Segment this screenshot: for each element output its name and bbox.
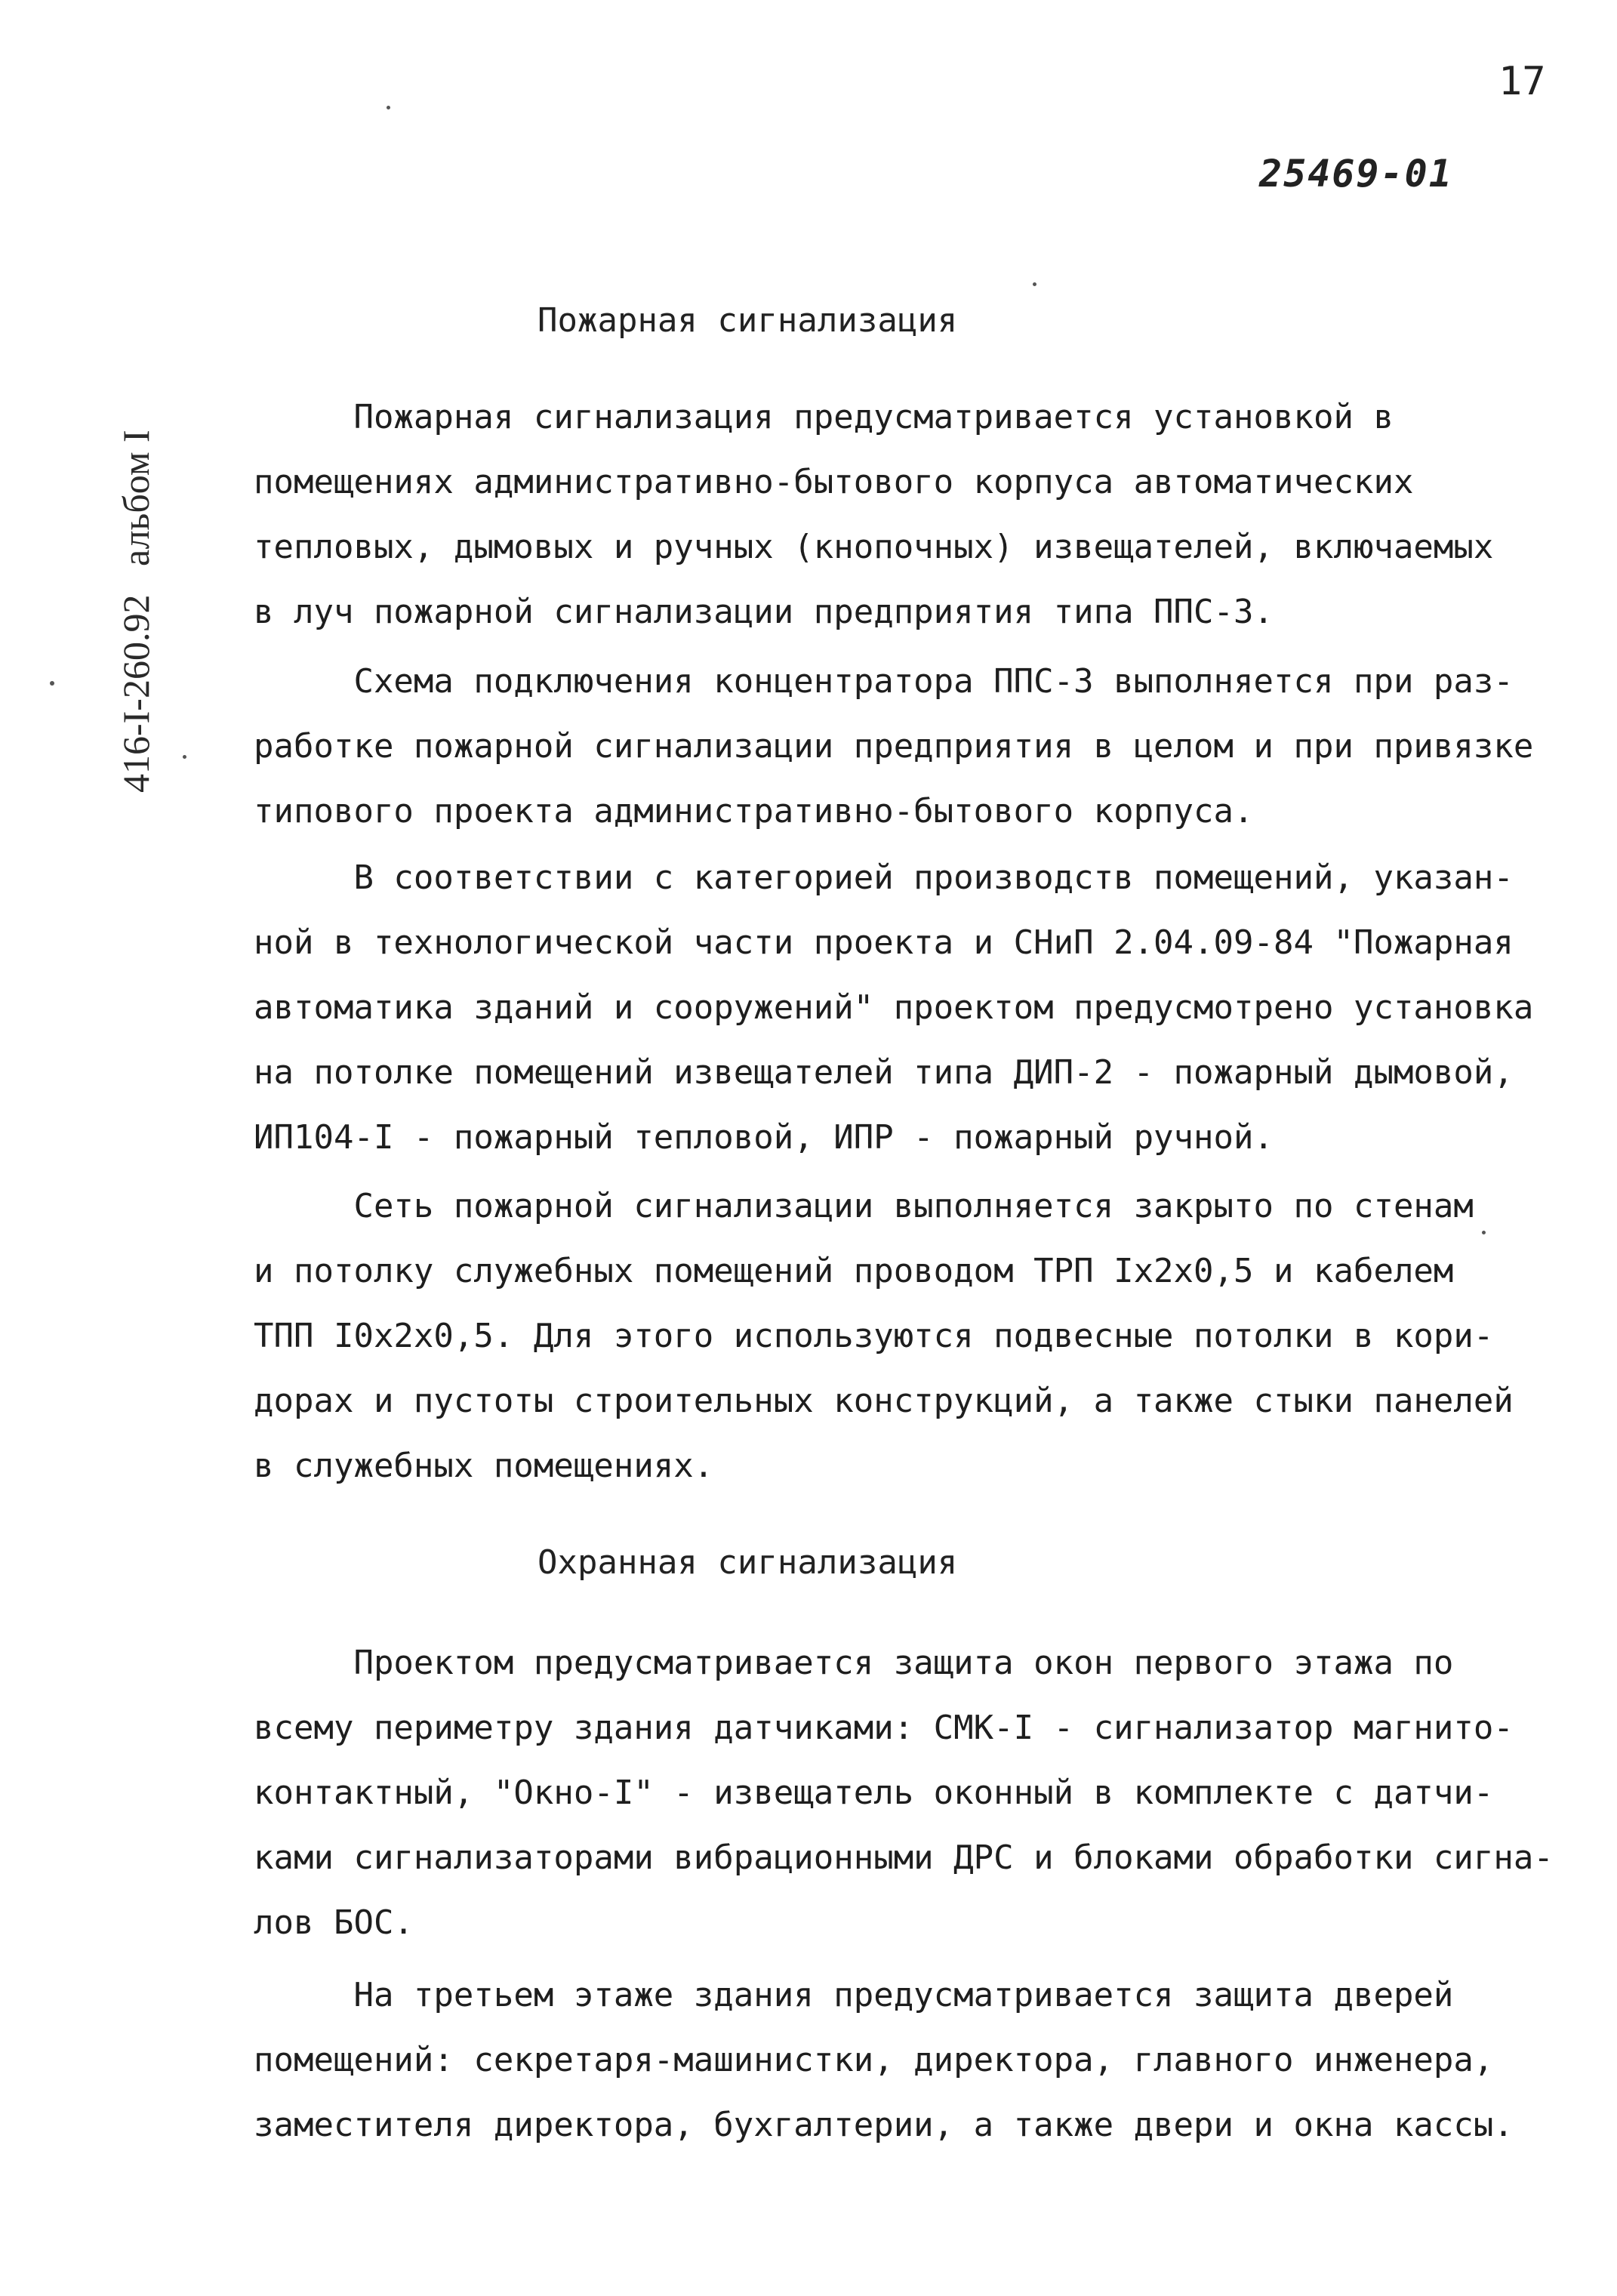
- text-line: заместителя директора, бухгалтерии, а также двери и окна кассы.: [254, 2106, 1514, 2144]
- text-line: Проектом предусматривается защита окон первого этажа по: [254, 1644, 1454, 1682]
- text-line: На третьем этаже здания предусматривается защита дверей: [254, 1976, 1454, 2014]
- heading-text: Пожарная сигнализация: [537, 301, 958, 340]
- text-line: и потолку служебных помещений проводом ТРП Iх2х0,5 и кабелем: [254, 1252, 1454, 1290]
- text-line: типового проекта административно-бытового корпуса.: [254, 792, 1254, 831]
- text-line: В соответствии с категорией производств помещений, указан-: [254, 858, 1514, 897]
- text-line: работке пожарной сигнализации предприятия в целом и при привязке: [254, 727, 1534, 766]
- scan-speck: [1482, 1231, 1486, 1234]
- text-line: ной в технологической части проекта и СНиП 2.04.09-84 "Пожарная: [254, 923, 1514, 962]
- document-number: 25469-01: [1259, 152, 1453, 196]
- text-line: на потолке помещений извещателей типа ДИП-2 - пожарный дымовой,: [254, 1053, 1514, 1092]
- text-line: ИП104-I - пожарный тепловой, ИПР - пожарный ручной.: [254, 1118, 1274, 1157]
- text-line: в служебных помещениях.: [254, 1447, 714, 1485]
- page-number: 17: [1498, 59, 1546, 104]
- text-line: контактный, "Окно-I" - извещатель оконный в комплекте с датчи-: [254, 1774, 1494, 1812]
- scan-speck: [1033, 282, 1036, 286]
- text-line: ками сигнализаторами вибрационными ДРС и блоками обработки сигна-: [254, 1838, 1554, 1877]
- text-line: помещениях административно-бытового корпуса автоматических: [254, 463, 1414, 501]
- text-line: дорах и пустоты строительных конструкций, а также стыки панелей: [254, 1382, 1514, 1420]
- text-line: Схема подключения концентратора ППС-3 выполняется при раз-: [254, 662, 1514, 701]
- side-margin-code: 416-I-260.92 альбом I: [115, 430, 157, 793]
- text-line: ТПП I0х2х0,5. Для этого используются подвесные потолки в кори-: [254, 1317, 1494, 1355]
- heading-text: Охранная сигнализация: [537, 1543, 958, 1582]
- scan-speck: [183, 755, 186, 759]
- text-line: в луч пожарной сигнализации предприятия типа ППС-3.: [254, 593, 1274, 631]
- paragraph-fire-4: [254, 1174, 1567, 1499]
- paragraph-fire-3: [254, 846, 1567, 1170]
- scan-speck: [387, 106, 390, 109]
- text-line: Пожарная сигнализация предусматривается установкой в: [254, 398, 1394, 436]
- text-line: тепловых, дымовых и ручных (кнопочных) извещателей, включаемых: [254, 528, 1494, 566]
- paragraph-security-1: [254, 1631, 1567, 1955]
- paragraph-fire-1: [254, 385, 1567, 645]
- text-line: автоматика зданий и сооружений" проектом предусмотрено установка: [254, 988, 1534, 1027]
- text-line: Сеть пожарной сигнализации выполняется закрыто по стенам: [254, 1187, 1474, 1225]
- paragraph-fire-2: [254, 649, 1567, 844]
- paragraph-security-2: [254, 1963, 1567, 2158]
- scan-speck: [50, 681, 54, 686]
- text-line: лов БОС.: [254, 1903, 414, 1942]
- text-line: помещений: секретаря-машинистки, директора, главного инженера,: [254, 2041, 1494, 2079]
- text-line: всему периметру здания датчиками: СМК-I - сигнализатор магнито-: [254, 1709, 1514, 1747]
